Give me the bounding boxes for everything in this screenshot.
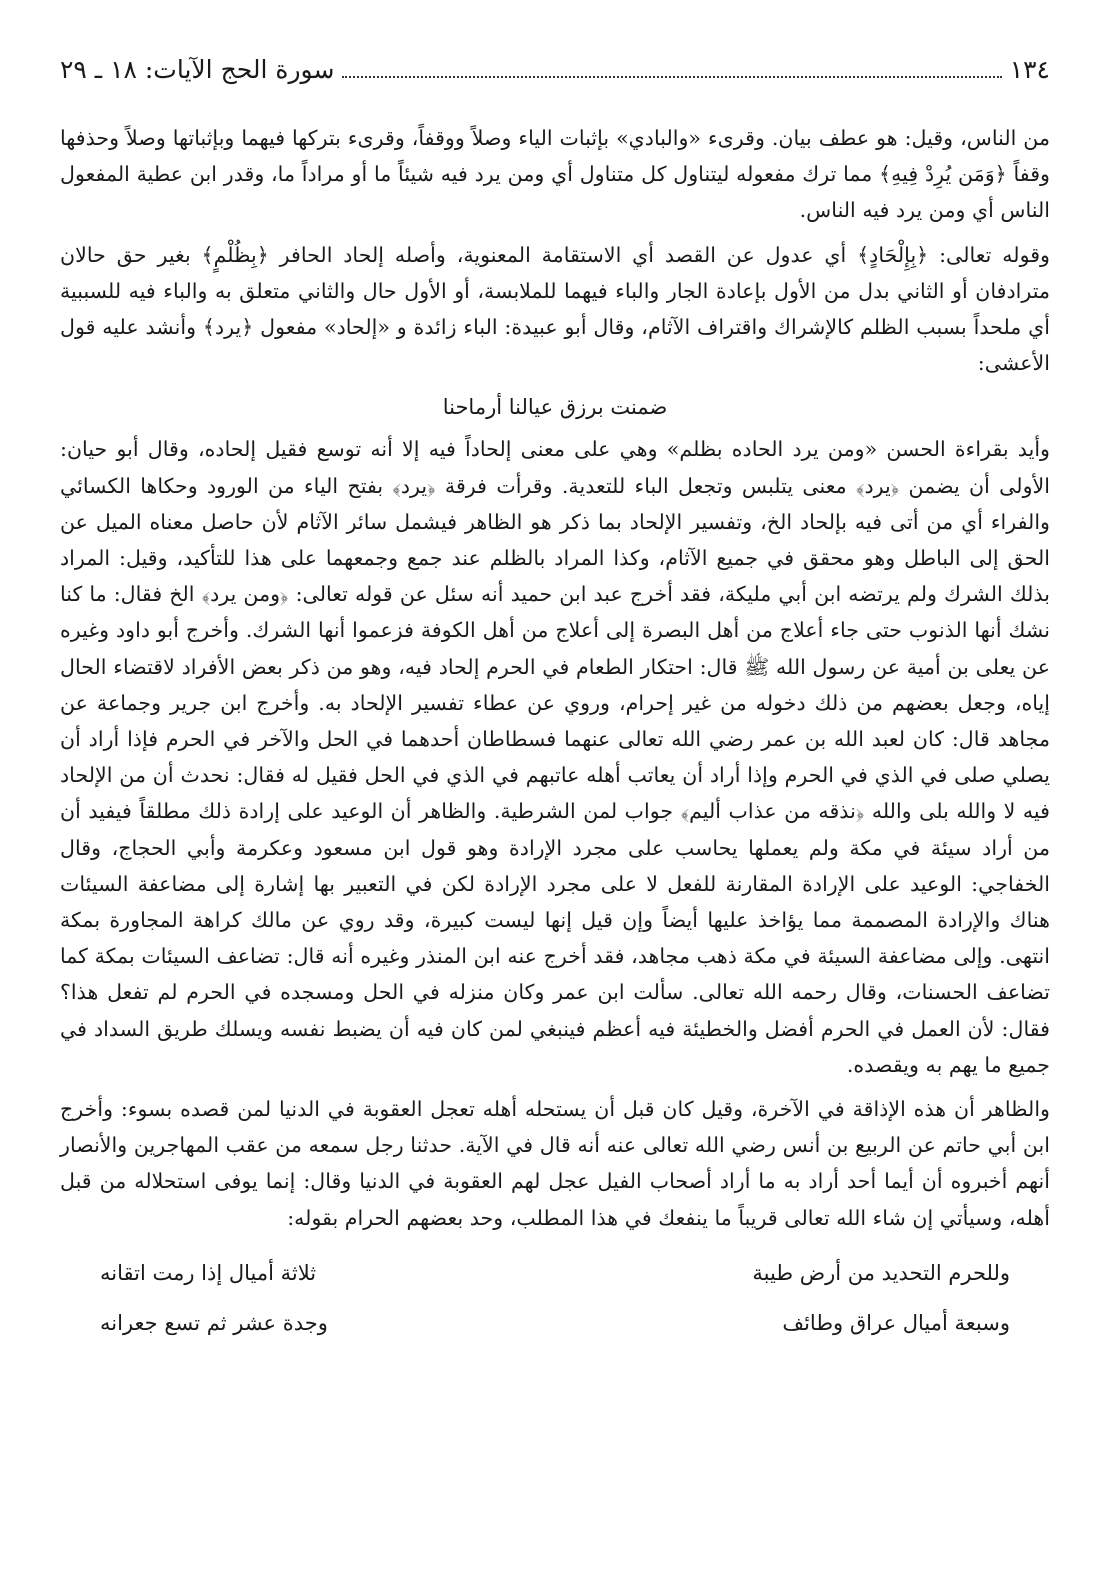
poem — [60, 1248, 1050, 1348]
poem-hemistich-right: وللحرم التحديد من أرض طيبة — [752, 1260, 1010, 1285]
dotted-leader — [342, 75, 1001, 78]
page-header — [60, 48, 1050, 92]
paragraph-4: والظاهر أن هذه الإذاقة في الآخرة، وقيل كان قبل أن يستحله أهله تعجل العقوبة في الدنيا لمن قصده بسوء: وأخرج ابن أبي حاتم عن الربيع بن أنس رضي الله تعالى عنه أنه قال في الآية. حدثنا رجل سمعه من عقب المهاجرين والأنصار أنهم أخبروه أن أيما أحد أراد به ما أراد أصحاب الفيل عجل لهم العقوبة في الدنيا وقال: إنما يوفى استحلاله من قبل أهله، وسيأتي إن شاء الله تعالى قريباً ما ينفعك في هذا المطلب، وحد بعضهم الحرام بقوله: — [60, 1097, 1050, 1230]
poem-hemistich-right: وسبعة أميال عراق وطائف — [782, 1310, 1010, 1335]
running-title — [60, 48, 1050, 92]
poem-hemistich-left: وجدة عشر ثم تسع جعرانه — [100, 1310, 328, 1335]
page-number: ١٣٤ — [1009, 55, 1050, 84]
paragraph-1: من الناس، وقيل: هو عطف بيان. وقرىء «والبادي» بإثبات الياء وصلاً ووقفاً، وقرىء بتركها فيهما وبإثباتها وصلاً وحذفها وقفاً ﴿وَمَن يُرِدْ فِيهِ﴾ مما ترك مفعوله ليتناول كل متناول أي ومن يرد فيه شيئاً ما أو مراداً ما، وقدر ابن عطية المفعول الناس أي ومن يرد فيه الناس. — [60, 126, 1050, 223]
paragraph-2: وقوله تعالى: ﴿بِإِلْحَادٍ﴾ أي عدول عن القصد أي الاستقامة المعنوية، وأصله إلحاد الحافر ﴿بِظُلْمٍ﴾ بغير حق حالان مترادفان أو الثاني بدل من الأول بإعادة الجار والباء فيهما للملابسة، أو الأول حال والثاني متعلق به والباء فيه للسببية أي ملحداً بسبب الظلم كالإشراك واقتراف الآثام، وقال أبو عبيدة: الباء زائدة و «إلحاد» مفعول ﴿يرد﴾ وأنشد عليه قول الأعشى: — [60, 242, 1050, 376]
poem-hemistich-left: ثلاثة أميال إذا رمت اتقانه — [100, 1260, 317, 1285]
poem-row — [60, 1248, 1050, 1298]
surah-title: سورة الحج الآيات: ١٨ ـ ٢٩ — [60, 55, 335, 84]
poem-row — [60, 1298, 1050, 1348]
quoted-verse-line: ضمنت برزق عيالنا أرماحنا — [442, 395, 668, 420]
document-page — [60, 48, 1050, 1538]
paragraph-3: وأيد بقراءة الحسن «ومن يرد الحاده بظلم» وهي على معنى إلحاداً فيه إلا أنه توسع فقيل إلحاده، وقال أبو حيان: الأولى أن يضمن ﴿يرد﴾ معنى يتلبس وتجعل الباء للتعدية. وقرأت فرقة ﴿يرد﴾ بفتح الياء من الورود وحكاها الكسائي والفراء أي من أتى فيه بإلحاد الخ، وتفسير الإلحاد بما ذكر هو الظاهر فيشمل سائر الآثام لأن حاصل معناه الميل عن الحق إلى الباطل وهو محقق في جميع الآثام، وكذا المراد بالظلم عند جمع وجمعهما على هذا للتأكيد، وقيل: المراد بذلك الشرك ولم يرتضه ابن أبي مليكة، فقد أخرج عبد ابن حميد أنه سئل عن قوله تعالى: ﴿ومن يرد﴾ الخ فقال: ما كنا نشك أنها الذنوب حتى جاء أعلاج من أهل البصرة إلى أعلاج من أهل الكوفة فزعموا أنها الشرك. وأخرج أبو داود وغيره عن يعلى بن أمية عن رسول الله ﷺ قال: احتكار الطعام في الحرم إلحاد فيه، وهو من ذكر بعض الأفراد لاقتضاء الحال إياه، وجعل بعضهم من ذلك دخوله من غير إحرام، وروي عن عطاء تفسير الإلحاد به. وأخرج ابن جرير وجماعة عن مجاهد قال: كان لعبد الله بن عمر رضي الله تعالى عنهما فسطاطان أحدهما في الحل والآخر في الحرم فإذا أراد أن يصلي صلى في الذي في الحرم وإذا أراد أن يعاتب أهله عاتبهم في الذي في الحل فقيل له فقال: نحدث أن من الإلحاد فيه لا والله بلى والله ﴿نذقه من عذاب أليم﴾ جواب لمن الشرطية. والظاهر أن الوعيد على إرادة ذلك مطلقاً فيفيد أن من أراد سيئة في مكة ولم يعملها يحاسب على مجرد الإرادة وهو قول ابن مسعود وعكرمة وأبي الحجاج، وقال الخفاجي: الوعيد على الإرادة المقارنة للفعل لا على مجرد الإرادة لكن في التعبير بها إشارة إلى مضاعفة السيئات هناك والإرادة المصممة مما يؤاخذ عليها أيضاً وإن قيل إنها ليست كبيرة، وقد روي عن مالك كراهة المجاورة بمكة انتهى. وإلى مضاعفة السيئة في مكة ذهب مجاهد، فقد أخرج عنه ابن المنذر وغيره أنه قال: تضاعف السيئات بمكة كما تضاعف الحسنات، وقال رحمه الله تعالى. سألت ابن عمر وكان منزله في الحل ومسجده في الحرم لم تفعل هذا؟ فقال: لأن العمل في الحرم أفضل والخطيئة فيه أعظم فينبغي لمن كان فيه أن يضبط نفسه ويسلك طريق السداد في جميع ما يهم به ويقصده. — [60, 437, 1050, 1077]
